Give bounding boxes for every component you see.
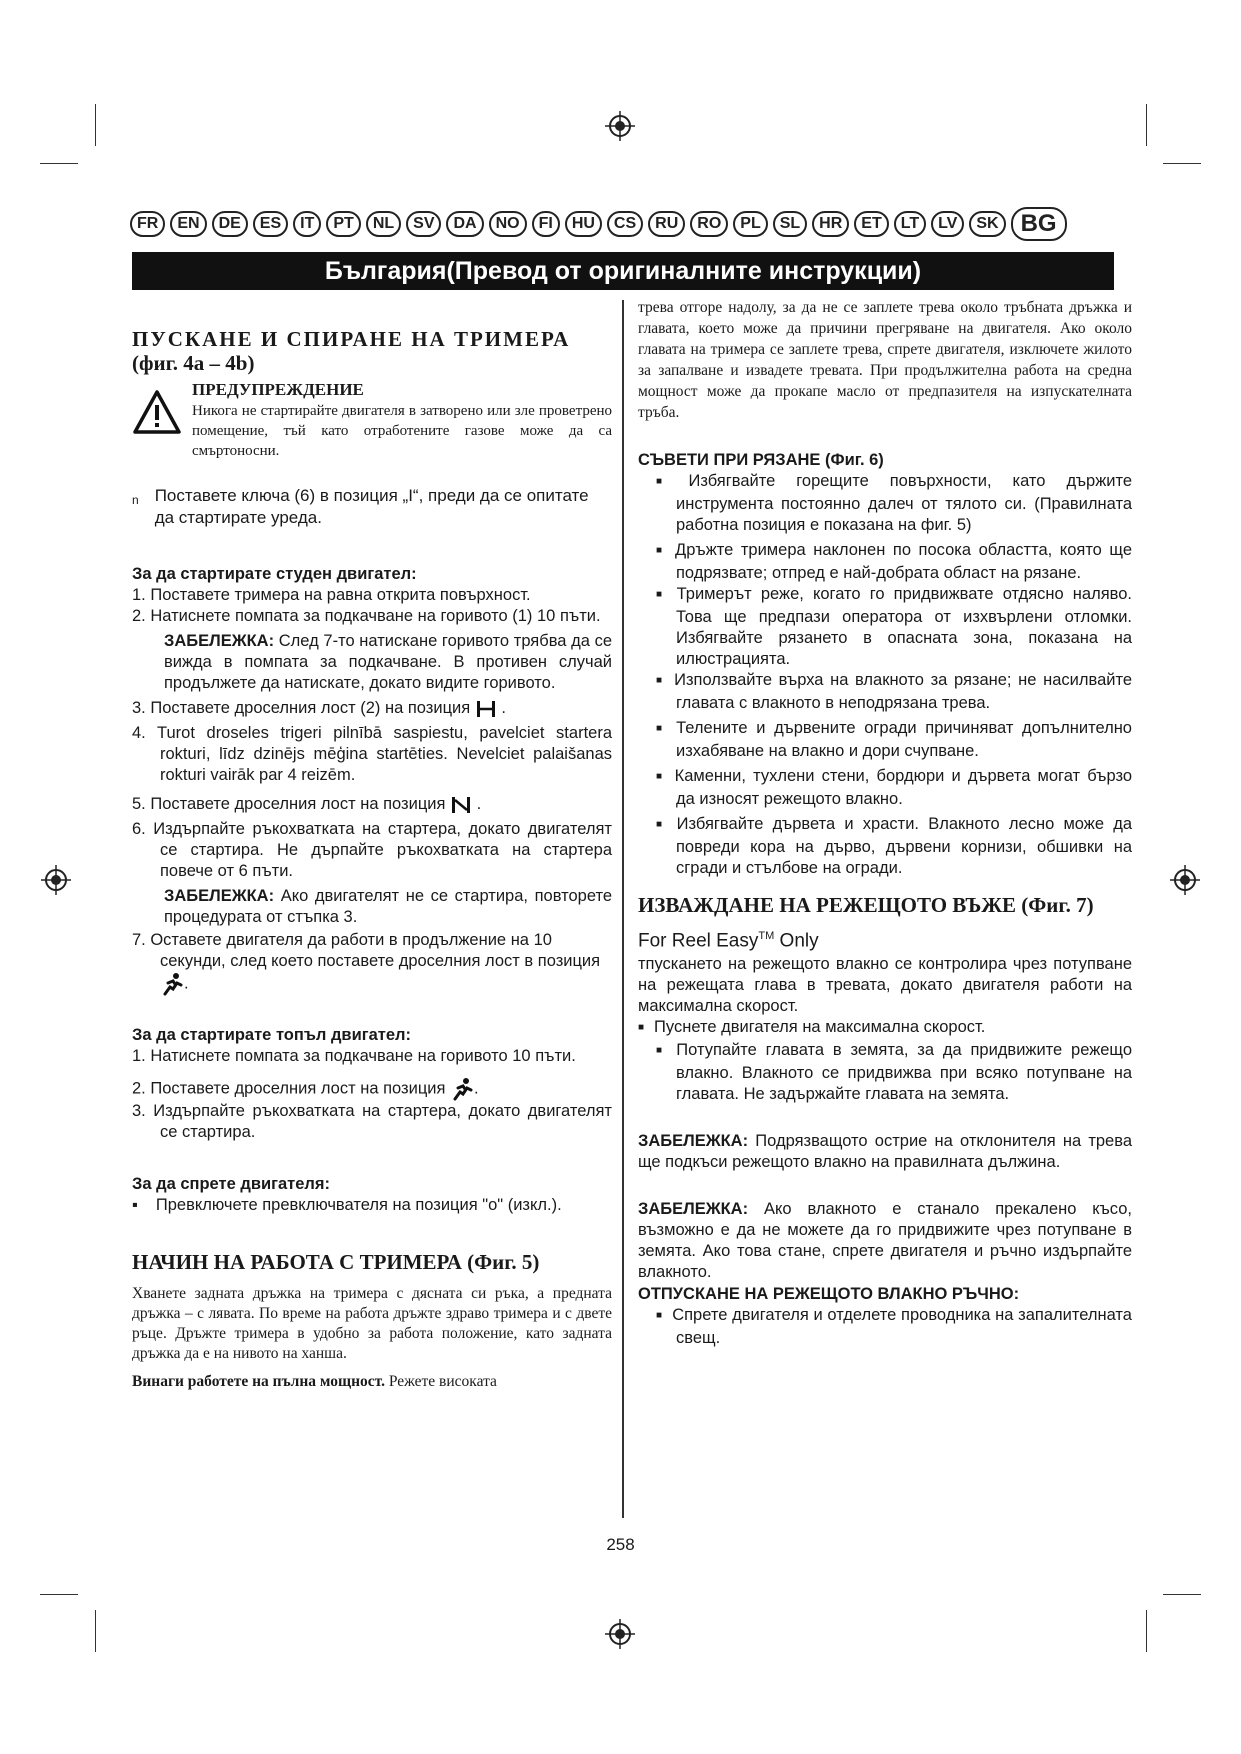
note-label: ЗАБЕЛЕЖКА:: [638, 1132, 749, 1151]
paragraph: тпускането на режещото влакно се контролира чрез потупване на режещата глава в тревата, докато двигателя работи на максимална скорост.: [638, 955, 1132, 1016]
reel-easy-only: Only: [774, 930, 819, 952]
list-item: ■ Пуснете двигателя на максимална скорост.: [638, 1017, 1132, 1040]
list-item: 6. Издърпайте ръкохватката на стартера, докато двигателят се стартира. Не дърпайте ръкохватката на стартера повече от 6 пъти.: [132, 820, 612, 880]
list-item: ■ Потупайте главата в земята, за да придвижите режещо влакно. Влакното се придвижва при всяко потупване на главата. Не задържайте главата на земята.: [638, 1040, 1132, 1105]
language-tab[interactable]: SL: [773, 211, 807, 237]
trademark: TM: [758, 930, 775, 942]
list-item-text: 7. Оставете двигателя да работи в продължение на 10 секунди, след което поставете дроселния лост в позиция: [132, 931, 601, 970]
list-marker: ▪: [132, 1196, 138, 1214]
note: [132, 631, 612, 694]
language-tab[interactable]: HR: [812, 211, 849, 237]
language-tab[interactable]: DA: [446, 211, 483, 237]
paragraph: [132, 1372, 612, 1392]
list-item: 3. Издърпайте ръкохватката на стартера, докато двигателят се стартира.: [132, 1102, 612, 1141]
registration-mark-icon: [605, 1619, 635, 1649]
list-item: 3. Поставете дроселния лост (2) на позиция .: [132, 699, 506, 717]
language-tab[interactable]: ES: [253, 211, 288, 237]
reel-easy-label: [638, 923, 1132, 954]
language-tab-active[interactable]: BG: [1011, 207, 1067, 241]
note-label: ЗАБЕЛЕЖКА:: [164, 887, 275, 905]
crop-mark: [40, 1594, 78, 1595]
registration-mark-icon: [1170, 865, 1200, 895]
list-item: ■ Дръжте тримера наклонен по посока областта, която ще подрязвате; отпред е най-добрата област на рязане.: [638, 540, 1132, 584]
note-text: Подрязващото острие на отклонителя на трева ще подкъси режещото влакно на правилната дължина.: [638, 1132, 1132, 1172]
section-heading: ПУСКАНЕ И СПИРАНЕ НА ТРИМЕРА: [132, 327, 571, 351]
list-item: 2. Поставете дроселния лост на позиция .: [132, 1077, 612, 1101]
stop-heading: За да спрете двигателя:: [132, 1175, 331, 1193]
tips-heading: СЪВЕТИ ПРИ РЯЗАНЕ (Фиг. 6): [638, 451, 884, 469]
warning-title: ПРЕДУПРЕЖДЕНИЕ: [192, 380, 364, 399]
language-tab[interactable]: PL: [733, 211, 767, 237]
run-position-icon: [450, 1077, 474, 1101]
warm-start-heading: За да стартирате топъл двигател:: [132, 1026, 411, 1044]
language-tab[interactable]: SK: [969, 211, 1005, 237]
language-tab[interactable]: IT: [293, 211, 321, 237]
list-item: 5. Поставете дроселния лост на позиция .: [132, 795, 482, 813]
column-divider: [622, 300, 624, 1518]
warning-block: [132, 379, 612, 461]
note: [638, 1131, 1132, 1173]
section-heading: НАЧИН НА РАБОТА С ТРИМЕРА (Фиг. 5): [132, 1250, 540, 1274]
list-item: 1. Поставете тримера на равна открита повърхност.: [132, 586, 531, 604]
language-tab[interactable]: FI: [532, 211, 560, 237]
note-label: ЗАБЕЛЕЖКА:: [164, 632, 275, 650]
language-tab[interactable]: EN: [170, 211, 206, 237]
paragraph-text: Режете високата: [384, 1373, 497, 1390]
warning-triangle-icon: [132, 389, 182, 435]
crop-mark: [95, 104, 96, 146]
paragraph: Хванете задната дръжка на тримера с дясната си ръка, а предната дръжка – с лявата. По време на работа дръжте здраво тримера и с двете ръце. Дръжте тримера в удобно за работа положение, като задната дръжка да е на нивото на ханша.: [132, 1285, 612, 1362]
list-item: ■ Избягвайте горещите повърхности, като държите инструмента постоянно далеч от тялото си. (Правилната работна позиция е показана на фиг. 5): [638, 471, 1132, 536]
stop-instruction: Превключете превключвателя на позиция "о" (изкл.).: [155, 1196, 562, 1214]
reel-easy-text: For Reel Easy: [638, 930, 759, 952]
crop-mark: [1163, 163, 1201, 164]
note: [132, 886, 612, 928]
right-column: [638, 299, 1133, 1349]
language-bar: [130, 208, 1110, 240]
page-title-banner: България(Превод от оригиналните инструкции): [132, 252, 1114, 290]
list-item: ■ Каменни, тухлени стени, бордюри и дървета могат бързо да износят режещото влакно.: [638, 766, 1132, 810]
language-tab[interactable]: CS: [607, 211, 643, 237]
language-tab[interactable]: NO: [489, 211, 527, 237]
language-tab[interactable]: PT: [326, 211, 360, 237]
crop-mark: [1146, 1610, 1147, 1652]
choke-closed-icon: [475, 699, 497, 719]
cold-start-heading: За да стартирате студен двигател:: [132, 565, 417, 583]
list-item-text: 5. Поставете дроселния лост на позиция: [132, 795, 446, 813]
language-tab[interactable]: LV: [931, 211, 964, 237]
crop-mark: [95, 1610, 96, 1652]
list-item: 4. Turot droseles trigeri pilnībā saspiestu, pavelciet startera rokturi, līdz dzinējs mēģina startēties. Nevelciet palaišanas rokturi vairāk par 4 reizēm.: [132, 724, 612, 784]
language-tab[interactable]: DE: [212, 211, 248, 237]
list-item: ■ Избягвайте дървета и храсти. Влакното лесно може да повреди кора на дърво, дървени корнизи, обшивки на сгради и стълбове на огради.: [638, 814, 1132, 879]
paragraph-bold: Винаги работете на пълна мощност.: [132, 1373, 385, 1390]
crop-mark: [1146, 104, 1147, 146]
language-tab[interactable]: SV: [406, 211, 441, 237]
section-heading: ИЗВАЖДАНЕ НА РЕЖЕЩОТО ВЪЖЕ (Фиг. 7): [638, 893, 1094, 917]
language-tab[interactable]: LT: [894, 211, 926, 237]
page-number: 258: [606, 1535, 635, 1554]
registration-mark-icon: [605, 111, 635, 141]
language-tab[interactable]: RO: [690, 211, 728, 237]
note: [638, 1199, 1132, 1283]
list-item-text: 3. Поставете дроселния лост (2) на позиция: [132, 699, 471, 717]
run-position-icon: [160, 972, 184, 996]
list-item-text: 2. Поставете дроселния лост на позиция: [132, 1079, 446, 1098]
note-label: ЗАБЕЛЕЖКА:: [638, 1200, 749, 1219]
list-item: 1. Натиснете помпата за подкачване на горивото 10 пъти.: [132, 1047, 576, 1065]
language-tab[interactable]: NL: [366, 211, 401, 237]
language-tab[interactable]: RU: [648, 211, 685, 237]
list-item: ■ Използвайте върха на влакното за рязане; не насилвайте главата с влакното в неподрязана трева.: [638, 670, 1132, 714]
choke-half-icon: [450, 795, 472, 815]
note-text: Ако двигателят не се стартира, повторете процедурата от стъпка 3.: [164, 887, 612, 926]
note-text: След 7-то натискане горивото трябва да се вижда в помпата за подкачване. В противен случай продължете да натискате, докато видите горивото.: [164, 632, 612, 692]
note-text: Ако влакното е станало прекалено късо, възможно е да не можете да го придвижите чрез потупване в земята. Ако това стане, спрете двигателя и ръчно издърпайте влакното.: [638, 1200, 1132, 1282]
language-tab[interactable]: FR: [130, 211, 165, 237]
warning-text: Никога не стартирайте двигателя в затворено или зле проветрено помещение, тъй като отработените газове може да са смъртоносни.: [192, 403, 612, 459]
manual-heading: ОТПУСКАНЕ НА РЕЖЕЩОТО ВЛАКНО РЪЧНО:: [638, 1285, 1020, 1304]
registration-mark-icon: [41, 865, 71, 895]
language-tab[interactable]: HU: [565, 211, 602, 237]
list-item: 2. Натиснете помпата за подкачване на горивото (1) 10 пъти.: [132, 607, 601, 625]
list-marker: n: [132, 493, 139, 507]
list-item: 7. Оставете двигателя да работи в продължение на 10 секунди, след което поставете дроселния лост в позиция .: [132, 930, 612, 996]
language-tab[interactable]: ET: [854, 211, 888, 237]
crop-mark: [40, 163, 78, 164]
paragraph: трева отгоре надолу, за да не се заплете трева около тръбната дръжка и главата, което може да причини прегряване на двигателя. Ако около главата на тримера се заплете трева, спрете двигателя, изключете жилото за запалване и извадете тревата. При продължителна работа на средна мощност може да прокапе масло от предпазителя на изпускателната тръба.: [638, 299, 1132, 421]
section-heading-fig: (фиг. 4a – 4b): [132, 351, 255, 375]
list-item: ■ Спрете двигателя и отделете проводника на запалителната свещ.: [638, 1305, 1132, 1349]
key-instruction: Поставете ключа (6) в позиция „I“, преди да се опитате да стартирате уреда.: [154, 486, 589, 527]
list-item: ■ Тримерът реже, когато го придвижвате отдясно наляво. Това ще предпази оператора от изхвърлени отломки. Избягвайте рязането в опасната зона, показана на илюстрацията.: [638, 584, 1132, 670]
crop-mark: [1163, 1594, 1201, 1595]
left-column: [132, 305, 612, 1392]
list-item: ■ Телените и дървените огради причиняват допълнително изхабяване на влакно и дори счупване.: [638, 718, 1132, 762]
